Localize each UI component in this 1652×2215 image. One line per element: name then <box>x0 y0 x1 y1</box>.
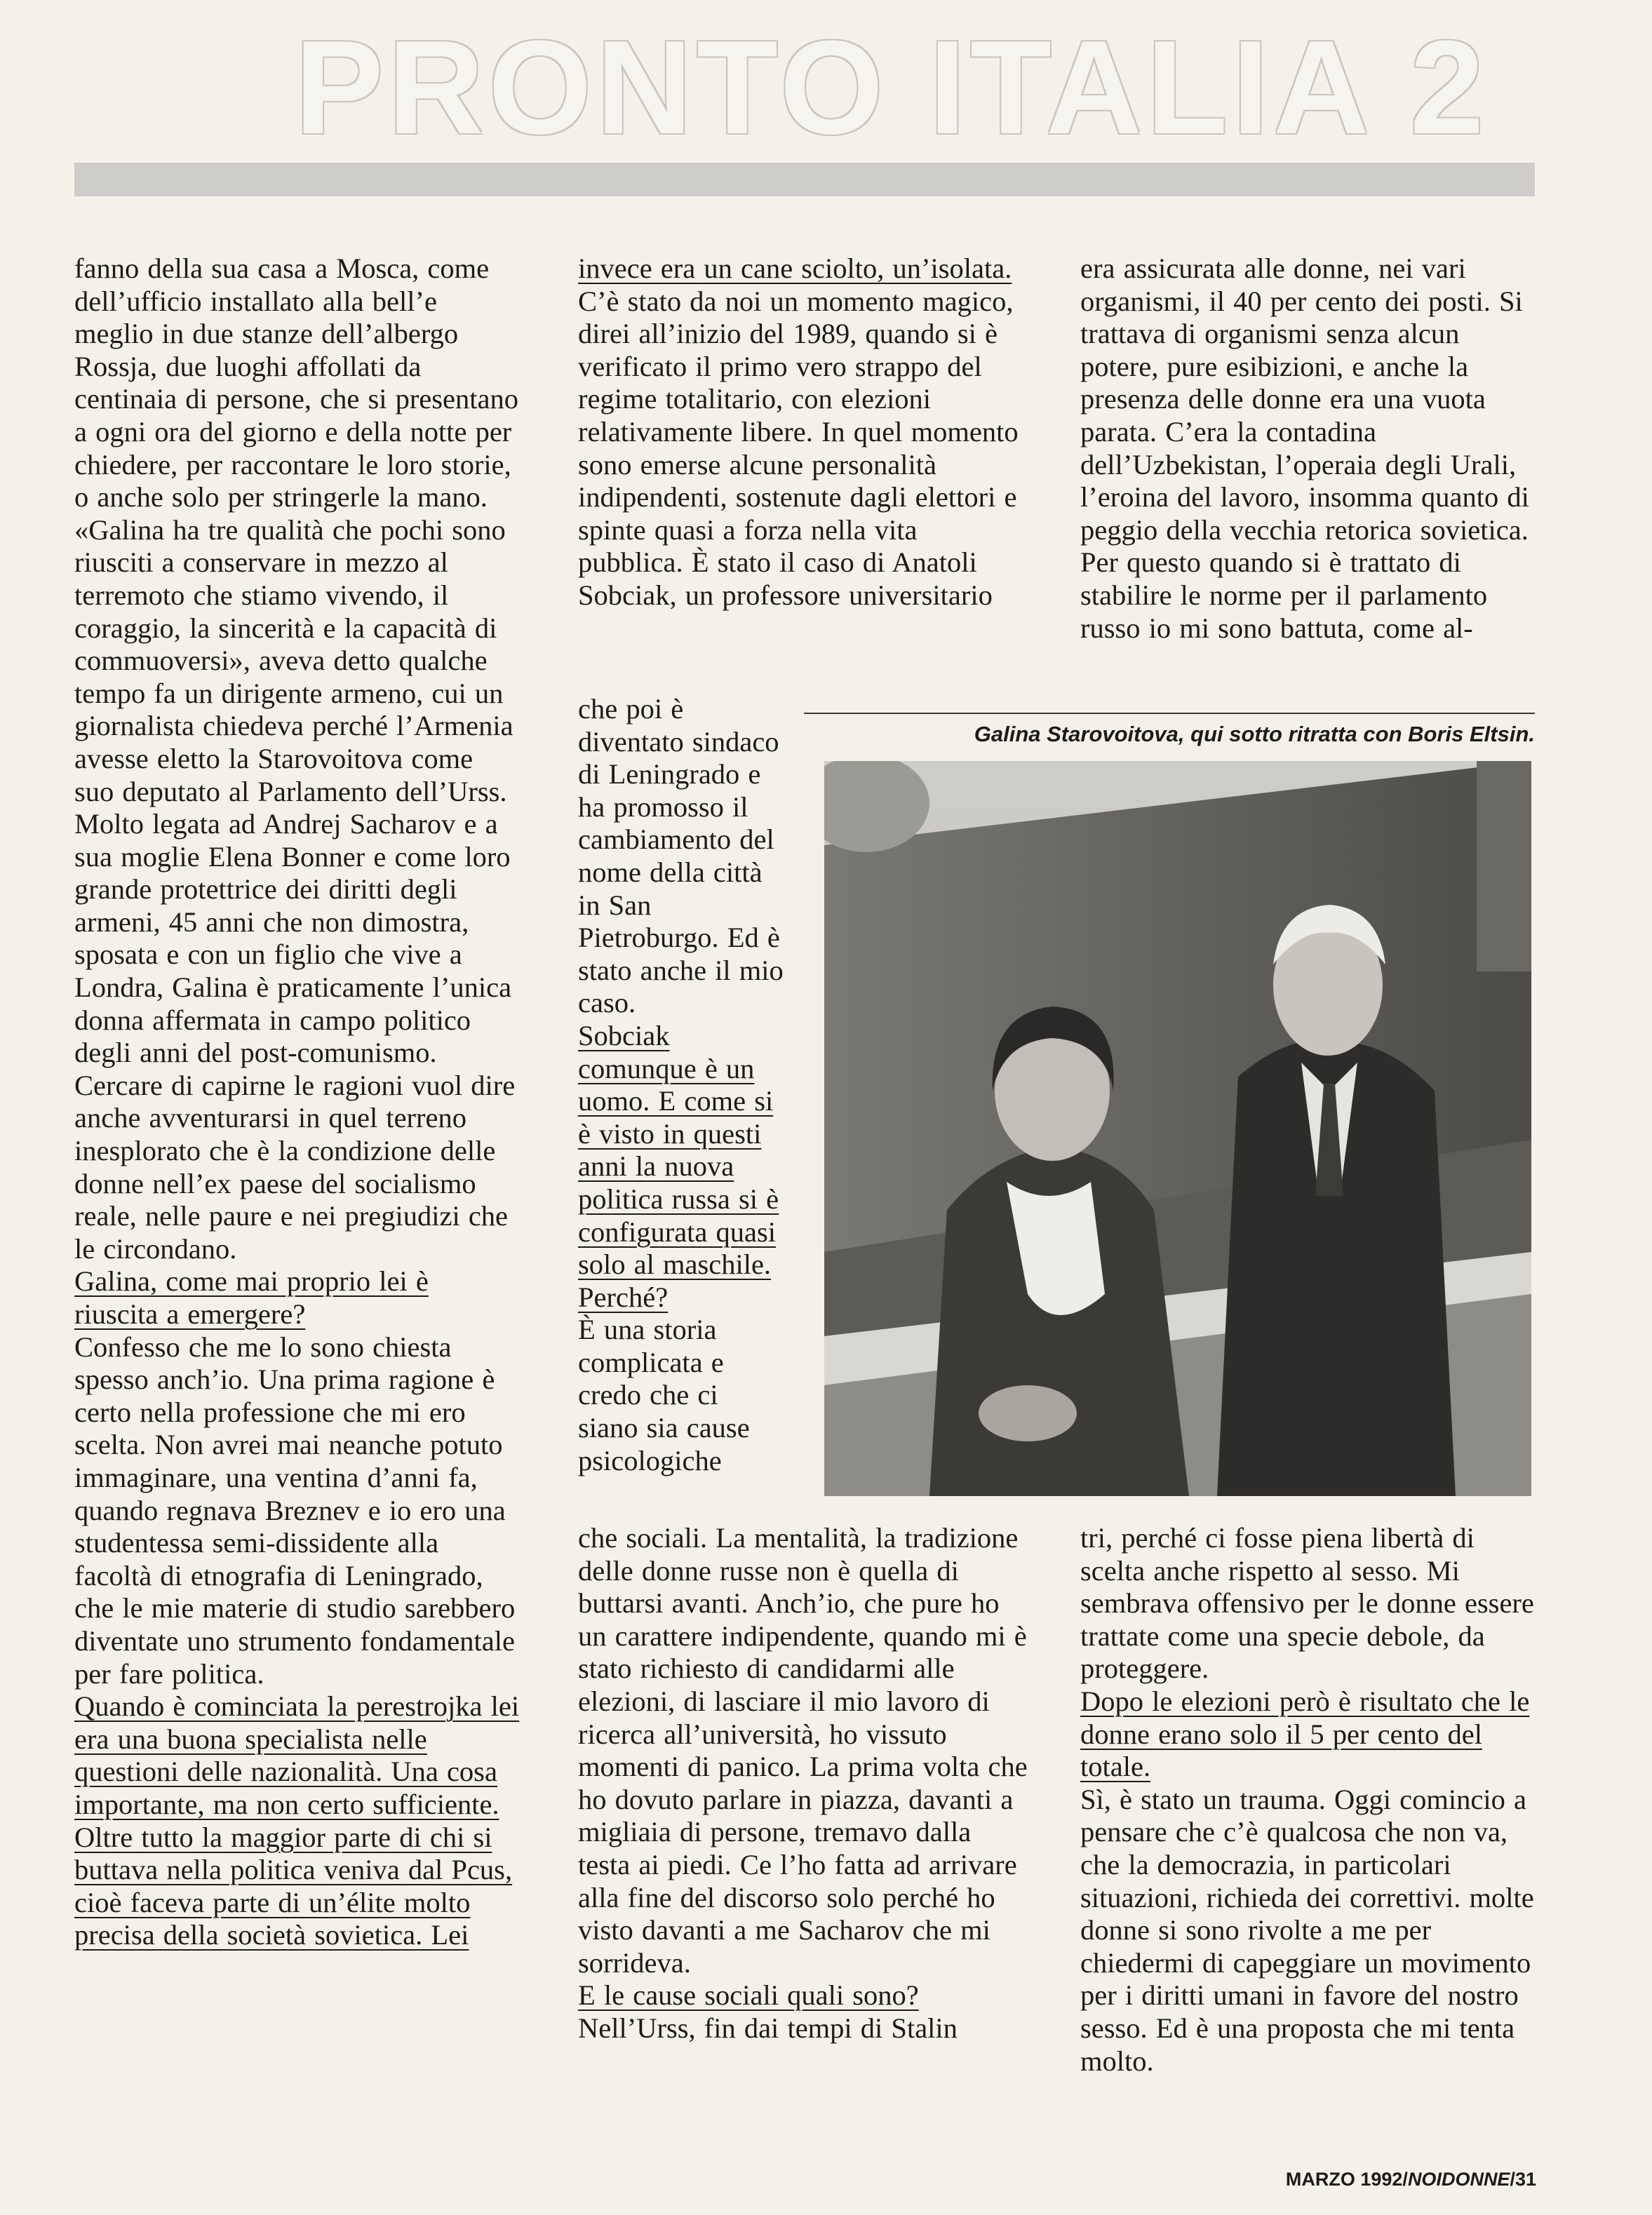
article-paragraph: Nell’Urss, fin dai tempi di Stalin <box>578 2012 958 2044</box>
column-1 <box>74 253 520 1952</box>
footer-page-number: /31 <box>1510 2169 1536 2190</box>
article-paragraph: che poi è diventato sindaco di Leningrado e ha promosso il cambiamento del nome della città in San Pietroburgo. Ed è stato anche il mio caso. <box>578 693 784 1019</box>
column-2-bottom <box>578 1522 1030 2045</box>
interview-question: Quando è cominciata la perestrojka lei era una buona specialista nelle questioni delle nazionalità. Una cosa importante, ma non certo sufficiente. Oltre tutto la maggior parte di chi si buttava nella politica veniva dal Pcus, cioè faceva parte di un’élite molto precisa della società sovietica. Lei <box>74 1690 520 1951</box>
interview-question: Sobciak comunque è un uomo. E come si è visto in questi anni la nuova politica russa si è configurata quasi solo al maschile. Perché? <box>578 1019 779 1313</box>
column-2-top <box>578 253 1030 612</box>
header-band <box>74 163 1535 196</box>
article-paragraph: C’è stato da noi un momento magico, direi all’inizio del 1989, quando si è verificato il primo vero strappo del regime totalitario, con elezioni relativamente libere. In quel momento sono emerse alcune personalità indipendenti, sostenute dagli elettori e spinte quasi a forza nella vita pubblica. È stato il caso di Anatoli Sobciak, un professore universitario <box>578 285 1019 611</box>
article-paragraph: era assicurata alle donne, nei vari organismi, il 40 per cento dei posti. Si trattava di organismi senza alcun potere, pure esibizioni, e anche la presenza delle donne era una vuota parata. C’era la contadina dell’Uzbekistan, l’operaia degli Urali, l’eroina del lavoro, insomma quanto di peggio della vecchia retorica sovietica. Per questo quando si è trattato di stabilire le norme per il parlamento russo io mi sono battuta, come al- <box>1080 253 1529 644</box>
interview-question: invece era un cane sciolto, un’isolata. <box>578 253 1012 284</box>
footer-date: MARZO 1992/ <box>1285 2169 1408 2190</box>
article-paragraph: Molto legata ad Andrej Sacharov e a sua moglie Elena Bonner e come loro grande protettrice dei diritti degli armeni, 45 anni che non dimostra, sposata e con un figlio che vive a Londra, Galina è praticamente l’unica donna affermata in campo politico degli anni del post-comunismo. Cercare di capirne le ragioni vuol dire anche avventurarsi in quel terreno inesplorato che è la condizione delle donne nell’ex paese del socialismo reale, nelle paure e nei pregiudizi che le circondano. <box>74 808 516 1265</box>
column-3-top <box>1080 253 1535 645</box>
masthead-title: PRONTO ITALIA 2 <box>295 21 1489 154</box>
page-footer <box>1193 2169 1536 2190</box>
article-paragraph: Confesso che me lo sono chiesta spesso anch’io. Una prima ragione è certo nella professione che mi ero scelta. Non avrei mai neanche potuto immaginare, una ventina d’anni fa, quando regnava Breznev e io ero una studentessa semi-dissidente alla facoltà di etnografia di Leningrado, che le mie materie di studio sarebbero diventate uno strumento fondamentale per fare politica. <box>74 1331 516 1690</box>
interview-question: Galina, come mai proprio lei è riuscita a emergere? <box>74 1265 429 1330</box>
article-paragraph: che sociali. La mentalità, la tradizione delle donne russe non è quella di buttarsi avanti. Anch’io, che pure ho un carattere indipendente, quando mi è stato richiesto di candidarmi alle elezioni, di lasciare il mio lavoro di ricerca all’università, ho vissuto momenti di panico. La prima volta che ho dovuto parlare in piazza, davanti a migliaia di persone, tremavo dalla testa ai piedi. Ce l’ho fatta ad arrivare alla fine del discorso solo perché ho visto davanti a me Sacharov che mi sorrideva. <box>578 1522 1028 1979</box>
footer-magazine: NOIDONNE <box>1407 2169 1510 2190</box>
photo-caption: Galina Starovoitova, qui sotto ritratta con Boris Eltsin. <box>974 722 1535 746</box>
article-paragraph: tri, perché ci fosse piena libertà di scelta anche rispetto al sesso. Mi sembrava offensivo per le donne essere trattate come una specie debole, da proteggere. <box>1080 1522 1534 1685</box>
article-paragraph: È una storia complicata e credo che ci siano sia cause psicologiche <box>578 1314 750 1476</box>
interview-question: Dopo le elezioni però è risultato che le donne erano solo il 5 per cento del totale. <box>1080 1685 1530 1783</box>
column-3-bottom <box>1080 1522 1535 2078</box>
caption-rule <box>804 713 1535 714</box>
interview-question: E le cause sociali quali sono? <box>578 1979 919 2012</box>
column-2-narrow <box>578 693 786 1477</box>
portrait-photo <box>824 761 1531 1496</box>
article-paragraph: Sì, è stato un trauma. Oggi comincio a pensare che c’è qualcosa che non va, che la democrazia, in particolari situazioni, richieda dei correttivi. molte donne si sono rivolte a me per chiedermi di capeggiare un movimento per i diritti umani in favore del nostro sesso. Ed è una proposta che mi tenta molto. <box>1080 1783 1534 2077</box>
article-paragraph: fanno della sua casa a Mosca, come dell’ufficio installato alla bell’e meglio in due stanze dell’albergo Rossja, due luoghi affollati da centinaia di persone, che si presentano a ogni ora del giorno e della notte per chiedere, per raccontare le loro storie, o anche solo per stringerle la mano. «Galina ha tre qualità che pochi sono riusciti a conservare in mezzo al terremoto che stiamo vivendo, il coraggio, la sincerità e la capacità di commuoversi», aveva detto qualche tempo fa un dirigente armeno, cui un giornalista chiedeva perché l’Armenia avesse eletto la Starovoitova come suo deputato al Parlamento dell’Urss. <box>74 253 519 807</box>
